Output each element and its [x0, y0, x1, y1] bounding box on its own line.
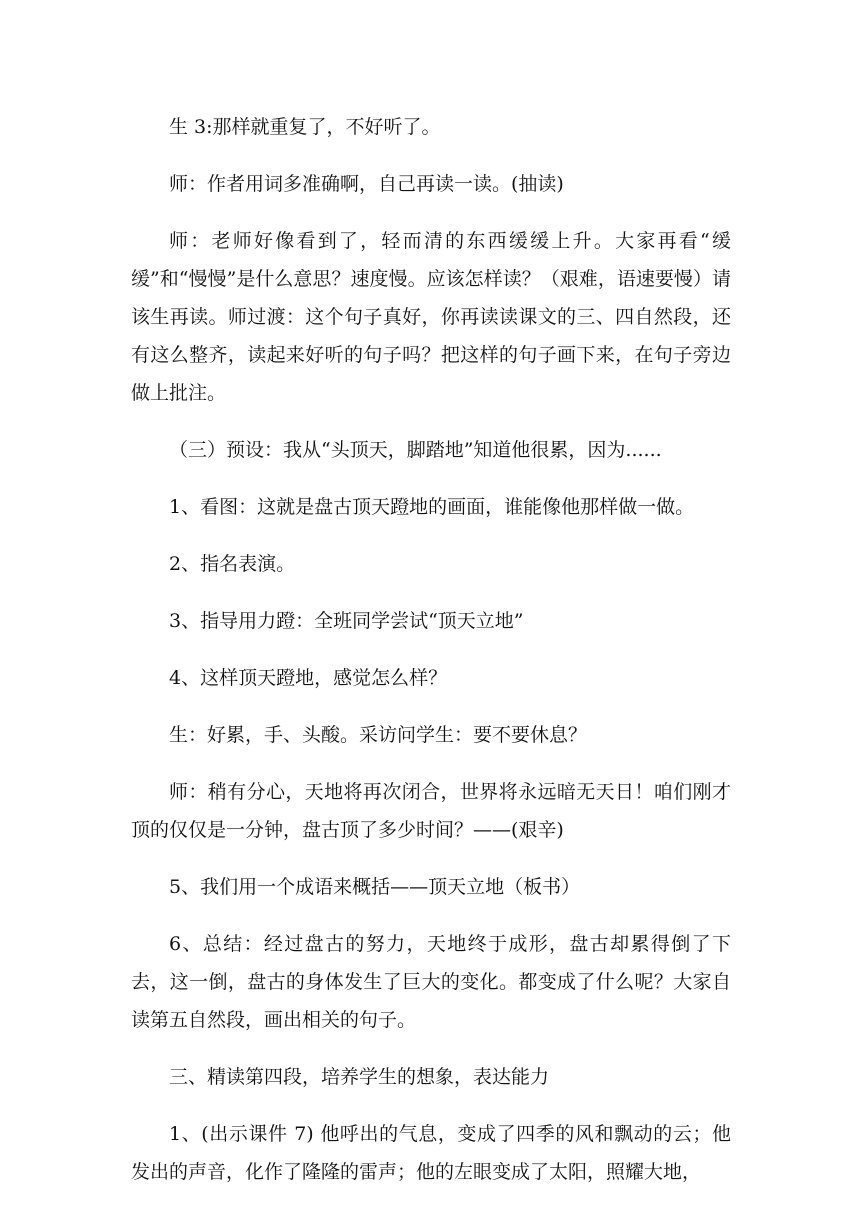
paragraph: （三）预设：我从“头顶天，脚踏地”知道他很累，因为......: [169, 439, 662, 461]
paragraph: 2、指名表演。: [169, 553, 296, 575]
paragraph: 4、这样顶天蹬地，感觉怎么样？: [169, 667, 448, 689]
paragraph: 6、总结：经过盘古的努力，天地终于成形，盘古却累得倒了下去，这一倒，盘古的身体发生了巨大的变化。都变成了什么呢？大家自读第五自然段，画出相关的句子。: [131, 933, 731, 1031]
paragraph: 生 3:那样就重复了，不好听了。: [169, 116, 441, 138]
document-body: [131, 108, 731, 1191]
paragraph: 5、我们用一个成语来概括——顶天立地（板书）: [169, 876, 581, 898]
paragraph: 生：好累，手、头酸。采访问学生：要不要休息？: [169, 724, 588, 746]
paragraph: 1、看图：这就是盘古顶天蹬地的画面，谁能像他那样做一做。: [169, 496, 695, 518]
paragraph: 1、(出示课件 7) 他呼出的气息，变成了四季的风和飘动的云；他发出的声音，化作了隆隆的雷声；他的左眼变成了太阳，照耀大地，: [131, 1123, 731, 1183]
paragraph: 师：稍有分心，天地将再次闭合，世界将永远暗无天日！咱们刚才顶的仅仅是一分钟，盘古顶了多少时间？——(艰辛): [131, 781, 731, 841]
paragraph: 师：老师好像看到了，轻而清的东西缓缓上升。大家再看“缓缓”和“慢慢”是什么意思？速度慢。应该怎样读？（艰难，语速要慢）请该生再读。师过渡：这个句子真好，你再读读课文的三、四自然段，还有这么整齐，读起来好听的句子吗？把这样的句子画下来，在句子旁边做上批注。: [131, 230, 731, 404]
paragraph: 3、指导用力蹬：全班同学尝试“顶天立地”: [169, 610, 524, 632]
paragraph: 师：作者用词多准确啊，自己再读一读。(抽读): [169, 173, 564, 195]
paragraph: 三、精读第四段，培养学生的想象，表达能力: [169, 1066, 550, 1088]
